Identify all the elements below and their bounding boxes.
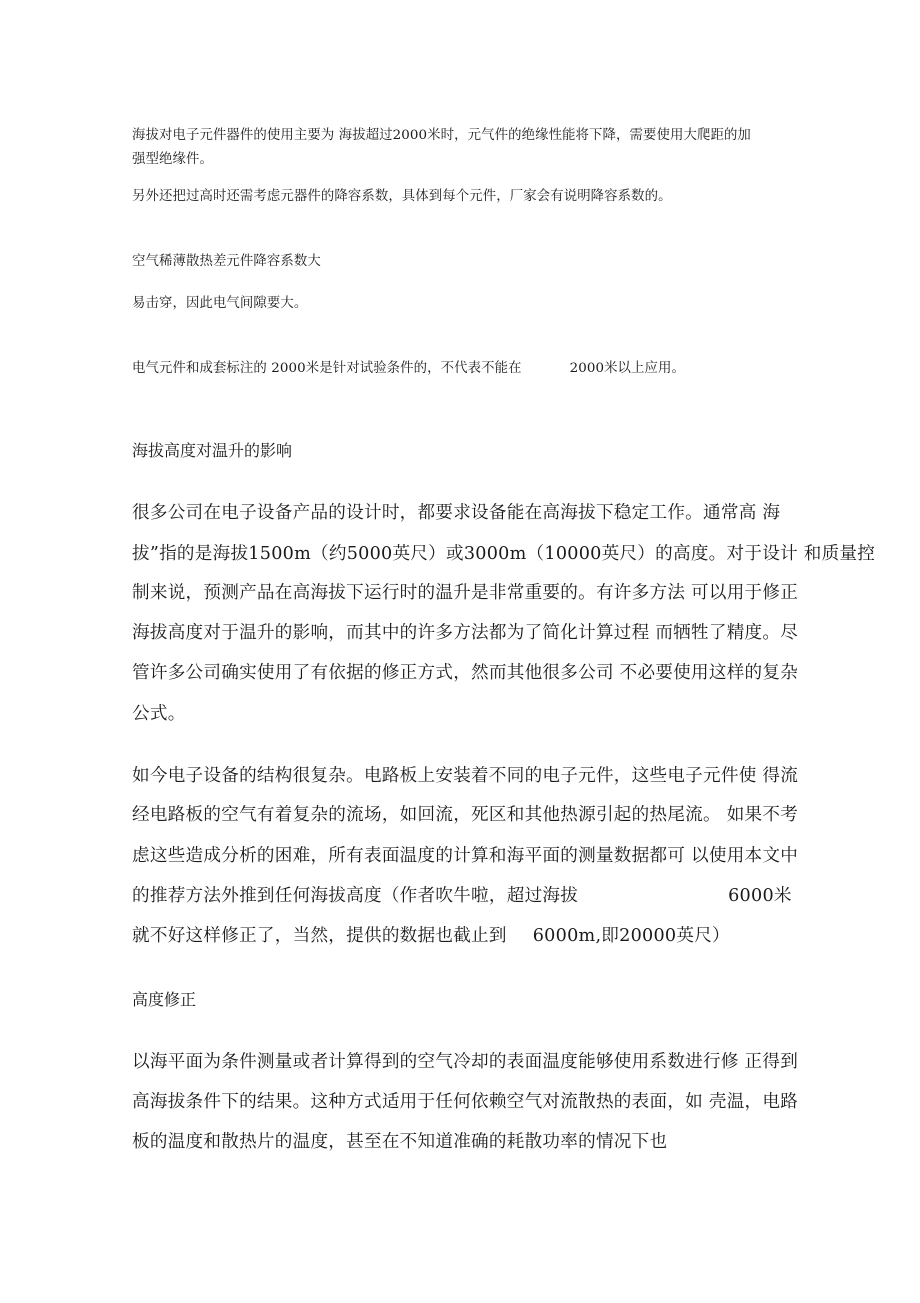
para1-line: 管许多公司确实使用了有依据的修正方式，然而其他很多公司 不必要使用这样的复杂 — [132, 663, 799, 683]
intro-line-1: 海拔对电子元件器件的使用主要为 海拔超过2000米时，元气件的绝缘性能将下降，需要使用大爬距的加 — [132, 128, 751, 143]
intro-line-6-part-b: 2000米以上应用。 — [569, 361, 686, 376]
intro-line-4: 空气稀薄散热差元件降容系数大 — [132, 254, 321, 269]
para2-line: 如今电子设备的结构很复杂。电路板上安装着不同的电子元件，这些电子元件使 得流 — [132, 766, 799, 786]
intro-line-6 — [132, 357, 685, 376]
para1-line: 海拔高度对于温升的影响，而其中的许多方法都为了简化计算过程 而牺牲了精度。尽 — [132, 623, 799, 643]
para3-line: 板的温度和散热片的温度，甚至在不知道准确的耗散功率的情况下也 — [132, 1132, 668, 1152]
para3-line: 高海拔条件下的结果。这种方式适用于任何依赖空气对流散热的表面，如 壳温，电路 — [132, 1092, 799, 1112]
para1-line: 拔”指的是海拔1500m（约5000英尺）或3000m（10000英尺）的高度。对于设计 和质量控 — [132, 544, 876, 564]
intro-line-2: 强型绝缘件。 — [132, 152, 213, 167]
para1-line: 很多公司在电子设备产品的设计时，都要求设备能在高海拔下稳定工作。通常高 海 — [132, 503, 781, 523]
section-heading-altitude-temperature: 海拔高度对温升的影响 — [132, 441, 293, 460]
intro-line-6-part-a: 电气元件和成套标注的 2000米是针对试验条件的，不代表不能在 — [132, 361, 522, 376]
para3-line: 以海平面为条件测量或者计算得到的空气冷却的表面温度能够使用系数进行修 正得到 — [132, 1052, 799, 1072]
intro-line-3: 另外还把过高时还需考虑元器件的降容系数，具体到每个元件，厂家会有说明降容系数的。 — [132, 189, 672, 204]
para2-line-5-part-a: 就不好这样修正了，当然，提供的数据也截止到 — [132, 926, 507, 946]
para2-line-5 — [132, 922, 730, 947]
para2-line-4-part-a: 的推荐方法外推到任何海拔高度（作者吹牛啦，超过海拔 — [132, 886, 579, 906]
para2-line-4-part-b: 6000米 — [728, 886, 792, 906]
para2-line-5-part-b: 6000m,即20000英尺） — [532, 926, 730, 946]
para2-line: 虑这些造成分析的困难，所有表面温度的计算和海平面的测量数据都可 以使用本文中 — [132, 846, 799, 866]
para2-line: 经电路板的空气有着复杂的流场，如回流，死区和其他热源引起的热尾流。 如果不考 — [132, 805, 799, 825]
para1-line: 制来说，预测产品在高海拔下运行时的温升是非常重要的。有许多方法 可以用于修正 — [132, 583, 799, 603]
para1-line: 公式。 — [132, 704, 186, 724]
section-heading-altitude-correction: 高度修正 — [132, 990, 197, 1009]
intro-line-5: 易击穿，因此电气间隙要大。 — [132, 296, 308, 311]
para2-line-4 — [132, 882, 792, 907]
